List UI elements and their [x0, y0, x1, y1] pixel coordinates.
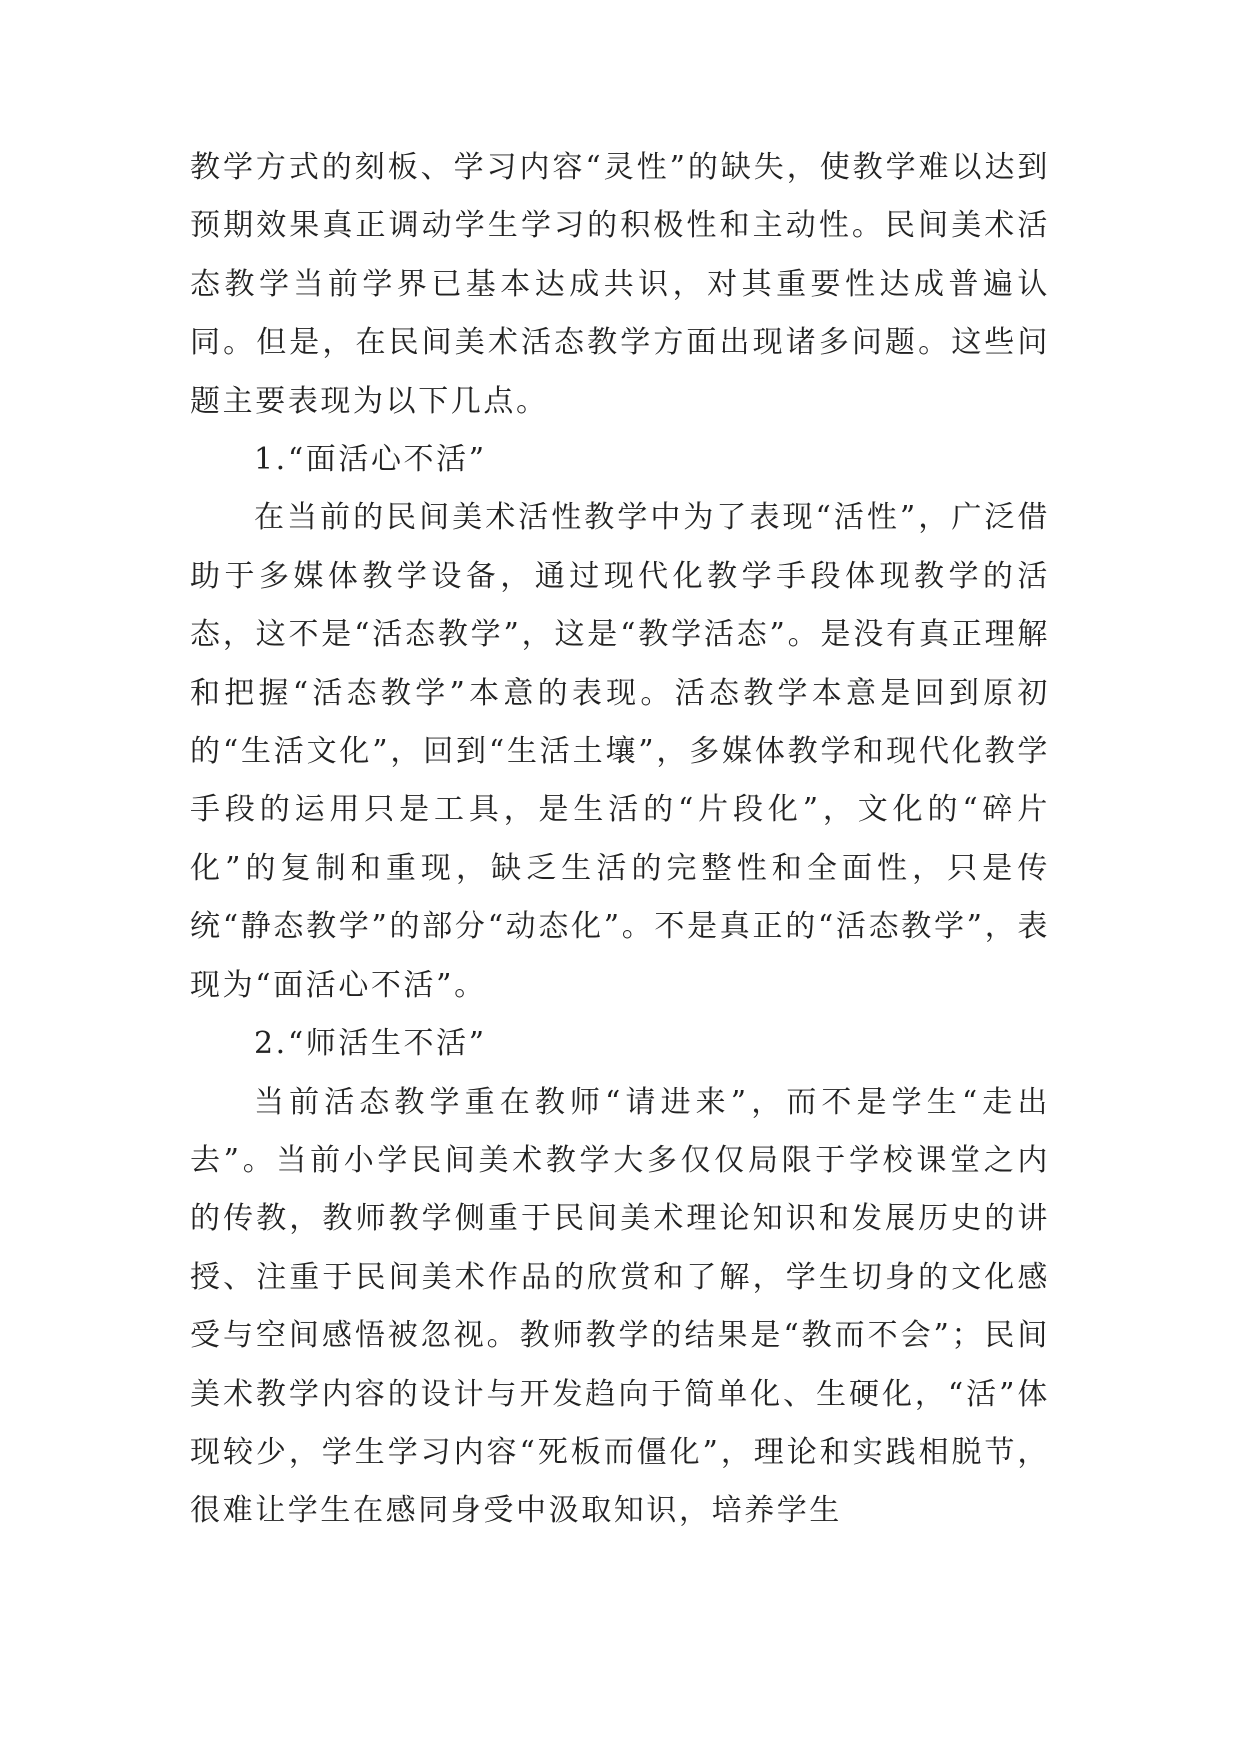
paragraph-intro: 教学方式的刻板、学习内容“灵性”的缺失，使教学难以达到预期效果真正调动学生学习的积极性和主动性。民间美术活态教学当前学界已基本达成共识，对其重要性达成普遍认同。但是，在民间美术活态教学方面出现诸多问题。这些问题主要表现为以下几点。: [190, 150, 1050, 419]
paragraph-section-2: 当前活态教学重在教师“请进来”，而不是学生“走出去”。当前小学民间美术教学大多仅仅局限于学校课堂之内的传教，教师教学侧重于民间美术理论知识和发展历史的讲授、注重于民间美术作品的欣赏和了解，学生切身的文化感受与空间感悟被忽视。教师教学的结果是“教而不会”；民间美术教学内容的设计与开发趋向于简单化、生硬化，“活”体现较少，学生学习内容“死板而僵化”，理论和实践相脱节，很难让学生在感同身受中汲取知识，培养学生: [190, 1084, 1050, 1529]
section-heading-1: 1.“面活心不活”: [254, 442, 487, 478]
document-page: [190, 139, 1050, 1541]
section-heading-2: 2.“师活生不活”: [254, 1026, 487, 1062]
paragraph-section-1: 在当前的民间美术活性教学中为了表现“活性”，广泛借助于多媒体教学设备，通过现代化教学手段体现教学的活态，这不是“活态教学”，这是“教学活态”。是没有真正理解和把握“活态教学”本意的表现。活态教学本意是回到原初的“生活文化”，回到“生活土壤”，多媒体教学和现代化教学手段的运用只是工具，是生活的“片段化”，文化的“碎片化”的复制和重现，缺乏生活的完整性和全面性，只是传统“静态教学”的部分“动态化”。不是真正的“活态教学”，表现为“面活心不活”。: [190, 500, 1050, 1003]
